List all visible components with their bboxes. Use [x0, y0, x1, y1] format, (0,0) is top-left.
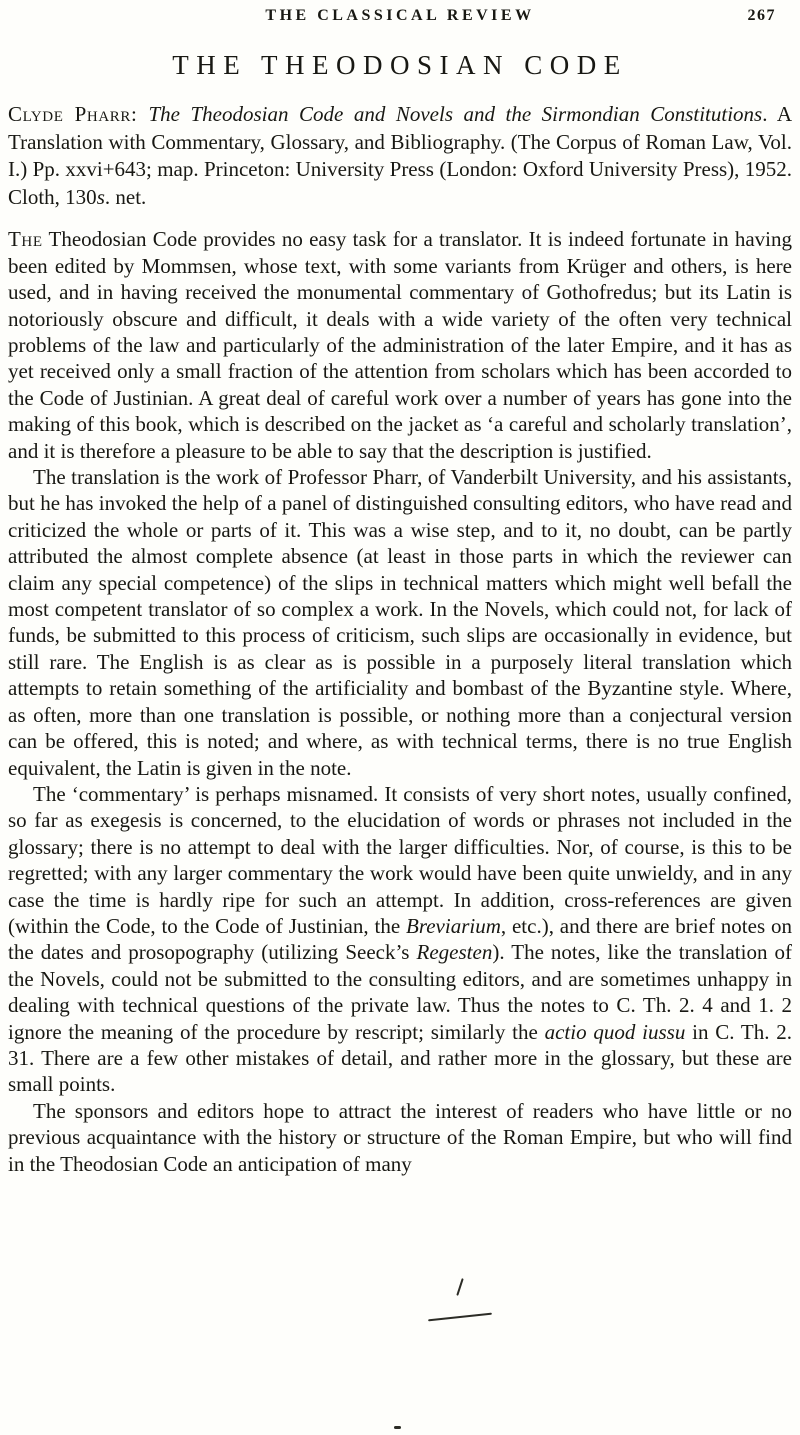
paragraph-3	[8, 781, 792, 1098]
paragraph-1	[8, 226, 792, 464]
italic-term-breviarium: Breviarium	[406, 913, 501, 938]
paragraph-2: The translation is the work of Professor Pharr, of Vanderbilt University, and his assistants, but he has invoked the help of a panel of distinguished consulting editors, who have read and criticized the whole or parts of it. This was a wise step, and to it, no doubt, can be partly attributed the almost complete absence (at least in those parts in which the reviewer can claim any special competence) of the slips in technical matters which might well befall the most competent translator of so complex a work. In the Novels, which could not, for lack of funds, be submitted to this process of criticism, such slips are occasionally in evidence, but still rare. The English is as clear as is possible in a purposely literal translation which attempts to retain something of the artificiality and bombast of the Byzantine style. Where, as often, more than one translation is possible, or nothing more than a conjectural version can be offered, this is noted; and where, as with technical terms, there is no true English equivalent, the Latin is given in the note.	[8, 465, 792, 780]
footer-print-mark	[394, 1426, 401, 1429]
review-body	[8, 226, 792, 1177]
paragraph-1-text: Theodosian Code provides no easy task for a translator. It is indeed fortunate in having been edited by Mommsen, whose text, with some variants from Krüger and others, is here used, and in having received the monumental commentary of Gothofredus; but its Latin is notoriously obscure and difficult, it deals with a wide variety of the often very technical problems of the law and particularly of the administration of the later Empire, and it has as yet received only a small fraction of the attention from scholars which has been accorded to the Code of Justinian. A great deal of careful work over a number of years has gone into the making of this book, which is described on the jacket as ‘a careful and scholarly translation’, and it is therefore a pleasure to be able to say that the description is justified.	[8, 227, 792, 463]
bibliographic-details-end: . net.	[104, 184, 147, 209]
journal-title: THE CLASSICAL REVIEW	[265, 7, 535, 24]
author-name: Clyde Pharr:	[8, 102, 149, 126]
paragraph-3-text-3: ). The notes, like the translation of the Novels, could not be submitted to the consulting editors, and are sometimes unhappy in dealing with technical questions of the private law. Thus the notes to C. Th. 2. 4 and 1. 2 ignore the meaning of the procedure by rescript; similarly the	[8, 940, 792, 1044]
ink-mark-strikethrough	[428, 1313, 492, 1322]
paragraph-3-text-2: , etc.), and there are brief notes on the dates and prosopography (utilizing Seeck’s	[8, 913, 792, 965]
ink-mark-slash	[456, 1278, 463, 1296]
bibliographic-details: . A Translation with Commentary, Glossary, and Bibliography. (The Corpus of Roman Law, Vol. I.) Pp. xxvi+643; map. Princeton: University Press (London: Oxford University Press), 1952. Cloth, 130	[8, 102, 792, 209]
page-number: 267	[747, 7, 776, 24]
shilling-abbreviation: s	[96, 184, 105, 209]
italic-term-actio-quod-iussu: actio quod iussu	[544, 1019, 686, 1044]
running-head	[8, 5, 792, 27]
article-title: THE THEODOSIAN CODE	[172, 50, 628, 80]
paragraph-1-lead-word: The	[8, 227, 43, 252]
paragraph-4: The sponsors and editors hope to attract the interest of readers who have little or no previous acquaintance with the history or structure of the Roman Empire, but who will find in the Theodosian Code an anticipation of many	[8, 1098, 792, 1176]
reviewed-work-title: The Theodosian Code and Novels and the Sirmondian Constitutions	[148, 102, 763, 126]
paragraph-3-text-4: in C. Th. 2. 31. There are a few other mistakes of detail, and rather more in the glossary, but these are small points.	[8, 1019, 792, 1097]
bibliographic-entry	[8, 101, 792, 211]
paragraph-3-text-1: The ‘commentary’ is perhaps misnamed. It consists of very short notes, usually confined, so far as exegesis is concerned, to the elucidation of words or phrases not included in the glossary; there is no attempt to deal with the larger difficulties. Nor, of course, is this to be regretted; with any larger commentary the work would have been quite unwieldy, and in any case the time is hardly ripe for such an attempt. In addition, cross-references are given (within the Code, to the Code of Justinian, the	[8, 781, 792, 938]
italic-term-regesten: Regesten	[416, 940, 493, 965]
